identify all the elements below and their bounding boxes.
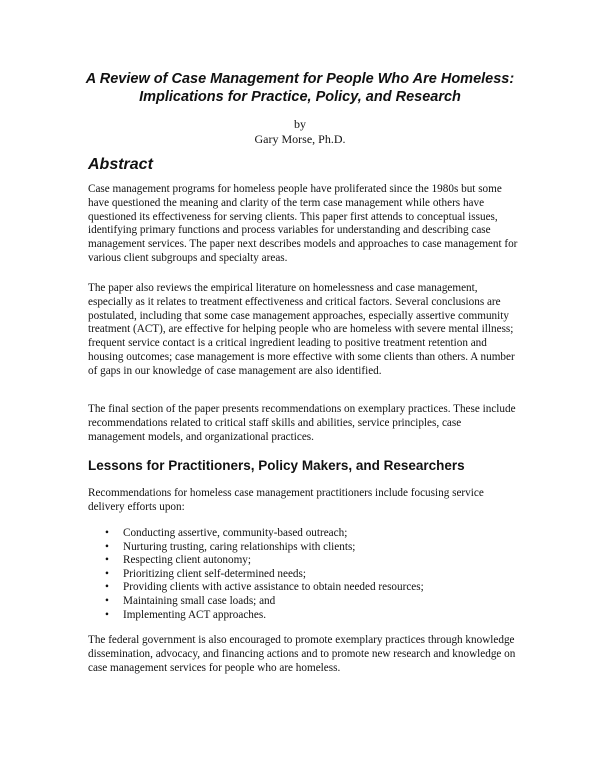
abstract-paragraph-3: The final section of the paper presents recommendations on exemplary practices. These include recommendations related to critical staff skills and abilities, service principles, case management models, and organizational practices. bbox=[88, 403, 516, 443]
list-item-text: Prioritizing client self-determined needs; bbox=[123, 567, 306, 580]
list-item bbox=[88, 541, 520, 555]
list-item bbox=[88, 554, 520, 568]
list-item-text: Providing clients with active assistance to obtain needed resources; bbox=[123, 581, 424, 594]
document-title bbox=[0, 70, 600, 106]
byline bbox=[0, 117, 600, 147]
list-item bbox=[88, 527, 520, 541]
closing-paragraph: The federal government is also encouraged to promote exemplary practices through knowledge dissemination, advocacy, and financing actions and to promote new research and knowledge on case management services for people who are homeless. bbox=[88, 634, 516, 674]
bullet-icon: • bbox=[105, 554, 109, 567]
lessons-heading: Lessons for Practitioners, Policy Makers, and Researchers bbox=[88, 458, 465, 473]
by-label: by bbox=[294, 117, 306, 131]
abstract-heading: Abstract bbox=[88, 156, 153, 173]
list-item bbox=[88, 568, 520, 582]
abstract-paragraph-1: Case management programs for homeless people have proliferated since the 1980s but some have questioned the meaning and clarity of the term case management while others have questioned its effectiveness for serving clients. This paper first attends to conceptual issues, identifying primary functions and process variables for understanding and describing case management services. The paper next describes models and approaches to case management for various client subgroups and specialty areas. bbox=[88, 183, 518, 264]
bullet-icon: • bbox=[105, 567, 109, 580]
bullet-icon: • bbox=[105, 581, 109, 594]
bullet-icon: • bbox=[105, 608, 109, 621]
list-item-text: Respecting client autonomy; bbox=[123, 554, 252, 567]
abstract-paragraph-2: The paper also reviews the empirical literature on homelessness and case management, especially as it relates to treatment effectiveness and critical factors. Several conclusions are postulated, including that some case management approaches, especially assertive community treatment (ACT), are effective for helping people who are homeless with severe mental illness; frequent service contact is a critical ingredient leading to positive treatment retention and housing outcomes; case management is more effective with some clients than others. A number of gaps in our knowledge of case management are also identified. bbox=[88, 282, 515, 377]
list-item-text: Implementing ACT approaches. bbox=[123, 608, 267, 621]
list-item bbox=[88, 581, 520, 595]
title-line-1: A Review of Case Management for People Who Are Homeless: bbox=[85, 71, 515, 87]
list-item bbox=[88, 595, 520, 609]
bullet-icon: • bbox=[105, 594, 109, 607]
author-name: Gary Morse, Ph.D. bbox=[254, 132, 346, 146]
lessons-intro: Recommendations for homeless case management practitioners include focusing service delivery efforts upon: bbox=[88, 487, 484, 513]
list-item-text: Conducting assertive, community-based outreach; bbox=[123, 527, 348, 539]
bullet-icon: • bbox=[105, 540, 109, 553]
title-line-2: Implications for Practice, Policy, and Research bbox=[139, 89, 461, 105]
list-item bbox=[88, 609, 520, 623]
list-item-text: Nurturing trusting, caring relationships with clients; bbox=[123, 540, 356, 553]
list-item-text: Maintaining small case loads; and bbox=[123, 594, 276, 607]
bullet-icon: • bbox=[105, 527, 109, 539]
lessons-bullet-list bbox=[88, 527, 520, 622]
